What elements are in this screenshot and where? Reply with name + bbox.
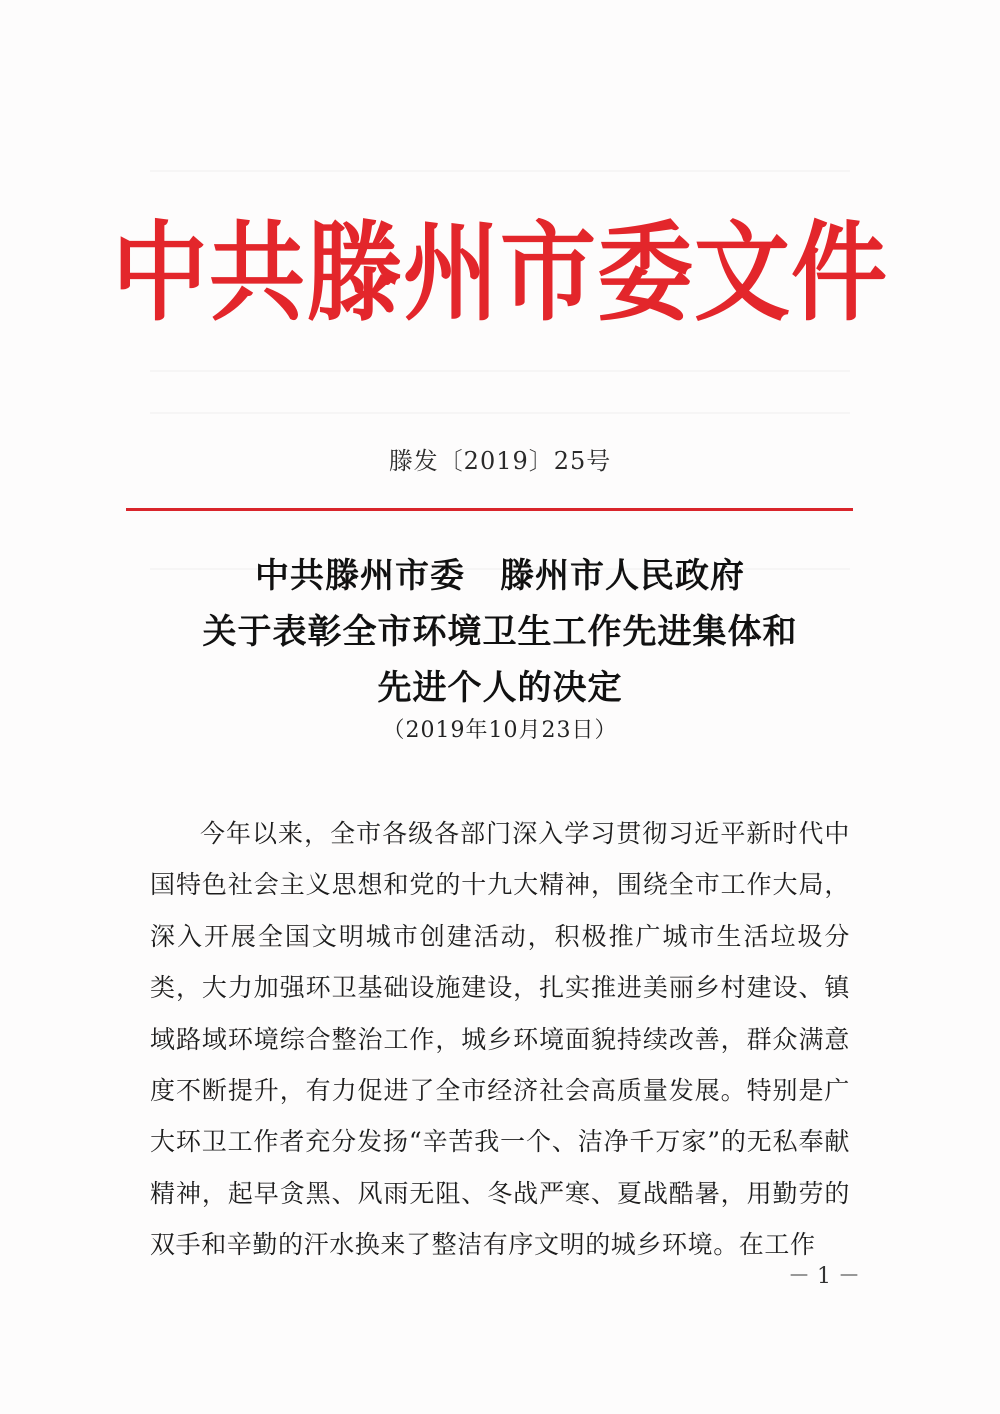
red-separator-line (126, 508, 853, 511)
page-number: － 1 － (788, 1264, 860, 1289)
document-number: 滕发〔2019〕25号 (388, 447, 612, 475)
scan-bleed-line (150, 370, 850, 372)
body-text (150, 808, 850, 1271)
red-masthead: 中共滕州市委文件 (112, 208, 888, 336)
document-title (0, 548, 1000, 716)
scan-bleed-line (150, 412, 850, 414)
scan-bleed-line (150, 170, 850, 172)
issue-date: （2019年10月23日） (382, 718, 618, 743)
title-line-1: 中共滕州市委 滕州市人民政府 (255, 556, 745, 596)
title-line-3: 先进个人的决定 (377, 668, 623, 708)
body-paragraph-1: 今年以来，全市各级各部门深入学习贯彻习近平新时代中国特色社会主义思想和党的十九大精神，围绕全市工作大局，深入开展全国文明城市创建活动，积极推广城市生活垃圾分类，大力加强环卫基础设施建设，扎实推进美丽乡村建设、镇域路域环境综合整治工作，城乡环境面貌持续改善，群众满意度不断提升，有力促进了全市经济社会高质量发展。特别是广大环卫工作者充分发扬“辛苦我一个、洁净千万家”的无私奉献精神，起早贪黑、风雨无阻、冬战严寒、夏战酷暑，用勤劳的双手和辛勤的汗水换来了整洁有序文明的城乡环境。在工作 (150, 819, 850, 1260)
title-line-2: 关于表彰全市环境卫生工作先进集体和 (202, 612, 798, 652)
